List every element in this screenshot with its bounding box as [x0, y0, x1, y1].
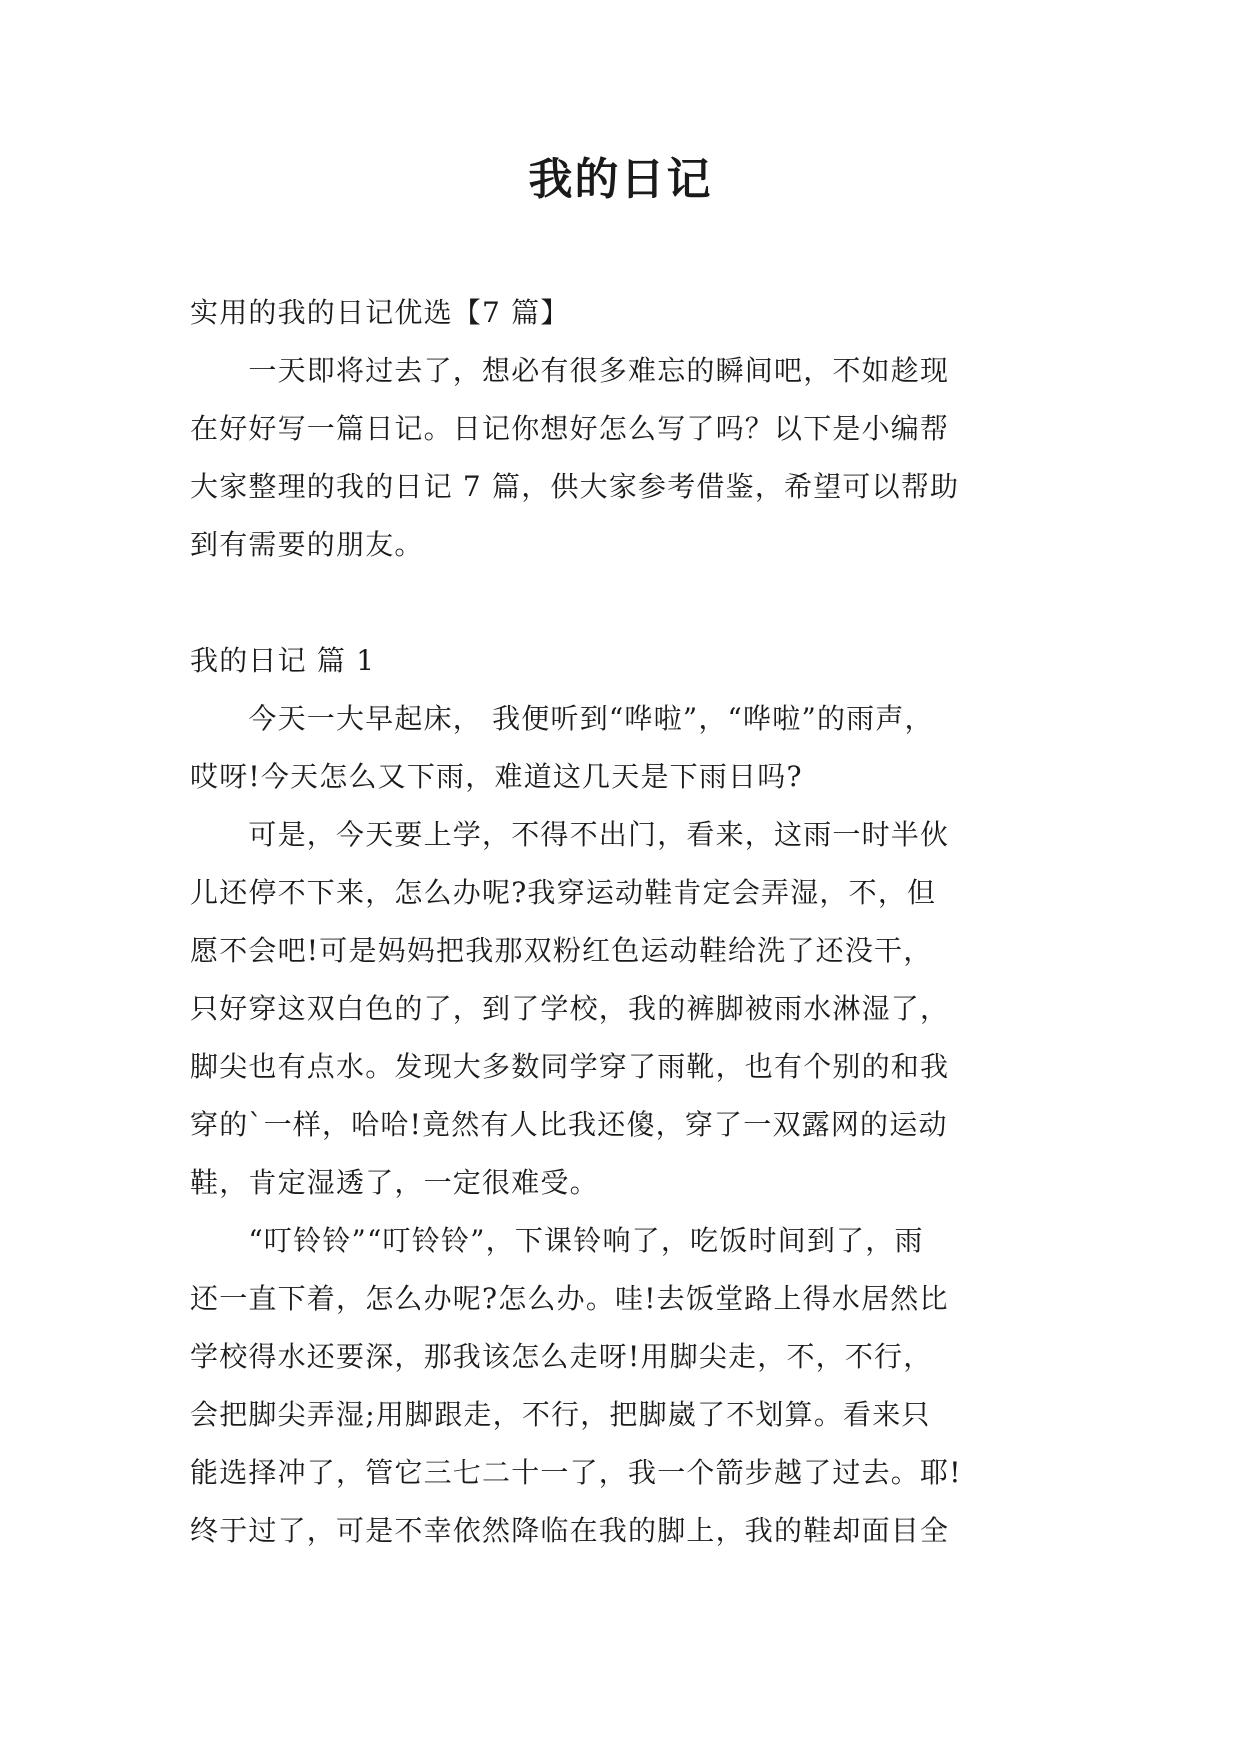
intro-line: 在好好写一篇日记。日记你想好怎么写了吗？以下是小编帮: [190, 412, 950, 445]
intro-line: 一天即将过去了，想必有很多难忘的瞬间吧，不如趁现: [190, 354, 950, 387]
paragraph-line: 会把脚尖弄湿;用脚跟走，不行，把脚崴了不划算。看来只: [190, 1398, 931, 1431]
paragraph-line: 今天一大早起床， 我便听到“哗啦”，“哗啦”的雨声，: [190, 702, 934, 735]
paragraph-line: 儿还停不下来，怎么办呢?我穿运动鞋肯定会弄湿，不，但: [190, 876, 937, 909]
paragraph-spacer: [190, 574, 1066, 632]
intro-line: 到有需要的朋友。: [190, 528, 424, 561]
paragraph-line: 鞋，肯定湿透了，一定很难受。: [190, 1166, 599, 1199]
paragraph-line: 穿的`一样，哈哈!竟然有人比我还傻，穿了一双露网的运动: [190, 1108, 948, 1141]
document-subtitle: 实用的我的日记优选【7 篇】: [190, 296, 570, 329]
paragraph-line: 只好穿这双白色的了，到了学校，我的裤脚被雨水淋湿了，: [190, 992, 950, 1025]
paragraph-line: 哎呀!今天怎么又下雨，难道这几天是下雨日吗?: [190, 760, 803, 793]
document-title: 我的日记: [528, 154, 713, 205]
document-body: [190, 284, 1066, 1560]
paragraph-line: 愿不会吧!可是妈妈把我那双粉红色运动鞋给洗了还没干，: [190, 934, 933, 967]
intro-line: 大家整理的我的日记 7 篇，供大家参考借鉴，希望可以帮助: [190, 470, 960, 503]
section-heading: 我的日记 篇 1: [190, 644, 376, 677]
paragraph-line: 学校得水还要深，那我该怎么走呀!用脚尖走，不，不行，: [190, 1340, 933, 1373]
paragraph-line: 可是，今天要上学，不得不出门，看来，这雨一时半伙: [190, 818, 950, 851]
paragraph-line: 还一直下着，怎么办呢?怎么办。哇!去饭堂路上得水居然比: [190, 1282, 949, 1315]
paragraph-line: “叮铃铃”“叮铃铃”，下课铃响了，吃饭时间到了，雨: [190, 1224, 924, 1257]
paragraph-line: 脚尖也有点水。发现大多数同学穿了雨靴，也有个别的和我: [190, 1050, 950, 1083]
paragraph-line: 能选择冲了，管它三七二十一了，我一个箭步越了过去。耶!: [190, 1456, 962, 1489]
paragraph-line: 终于过了，可是不幸依然降临在我的脚上，我的鞋却面目全: [190, 1514, 950, 1547]
